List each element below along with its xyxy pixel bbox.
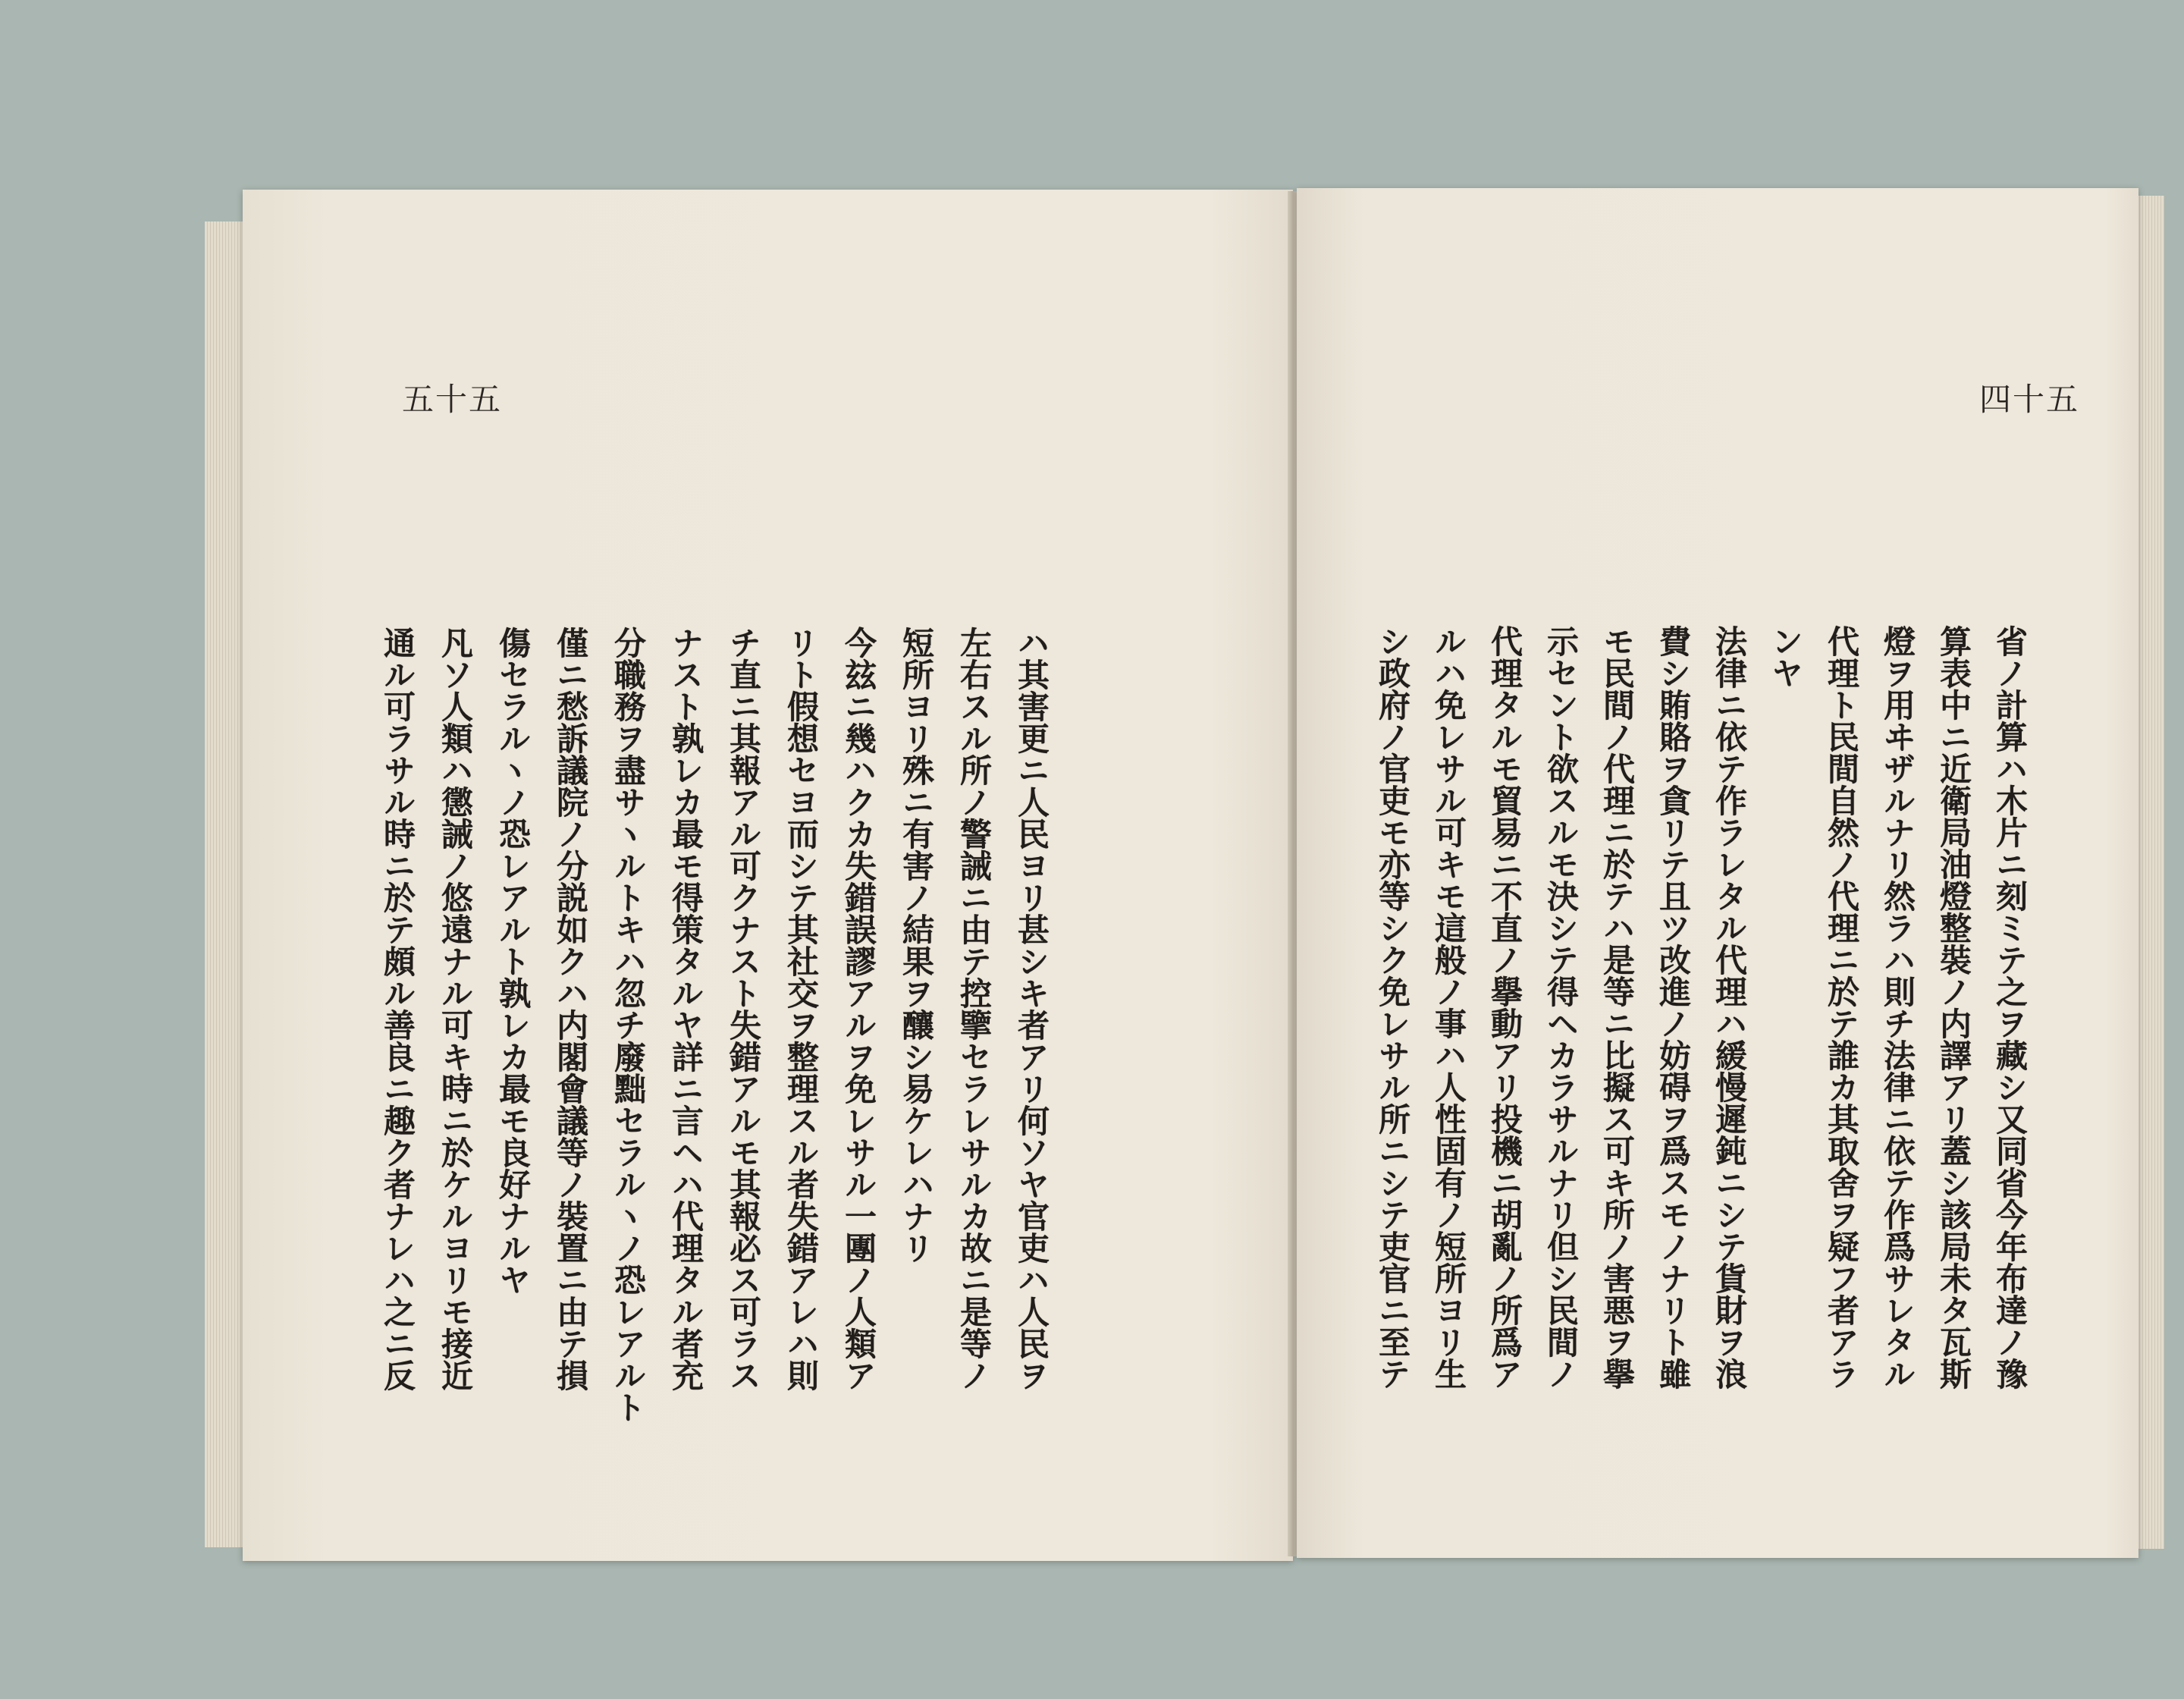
left-column-2: 左右スル所ノ警誡ニ由テ控擥セラレサルカ故ニ是等ノ: [956, 627, 993, 1391]
right-column-5: ンヤ: [1767, 625, 1804, 689]
right-column-11: ルハ免レサル可キモ這般ノ事ハ人性固有ノ短所ヨリ生: [1430, 625, 1467, 1390]
right-column-12: シ政府ノ官吏モ亦等シク免レサル所ニシテ吏官ニ至テ: [1374, 625, 1411, 1390]
left-column-5: リト假想セヨ而シテ其社交ヲ整理スル者失錯アレハ則: [783, 627, 820, 1391]
left-column-4: 今玆ニ幾ハクカ失錯誤謬アルヲ免レサル一團ノ人類ア: [840, 627, 877, 1391]
left-column-8: 分職務ヲ盡サヽルトキハ忽チ廢黜セラルヽノ恐レアルト: [610, 627, 647, 1423]
right-page-number: 四十五: [1979, 381, 2080, 418]
right-column-7: 費シ賄賂ヲ貪リテ且ツ改進ノ妨碍ヲ爲スモノナリト雖: [1655, 625, 1692, 1390]
right-column-1: 省ノ計算ハ木片ニ刻ミテ之ヲ藏シ又同省今年布達ノ豫: [1991, 625, 2029, 1390]
left-column-6: チ直ニ其報アル可クナスト失錯アルモ其報必ス可ラス: [725, 627, 762, 1391]
right-column-6: 法律ニ依テ作ラレタル代理ハ緩慢遲鈍ニシテ貨財ヲ浪: [1711, 625, 1748, 1390]
left-column-9: 僅ニ愁訴議院ノ分説如クハ内閣會議等ノ裝置ニ由テ損: [552, 627, 589, 1391]
left-column-3: 短所ヨリ殊ニ有害ノ結果ヲ釀シ易ケレハナリ: [898, 627, 935, 1264]
right-column-4: 代理ト民間自然ノ代理ニ於テ誰カ其取舍ヲ疑フ者アラ: [1823, 625, 1860, 1390]
right-column-10: 代理タルモ貿易ニ不直ノ擧動アリ投機ニ胡亂ノ所爲ア: [1486, 625, 1523, 1390]
left-column-7: ナスト孰レカ最モ得策タルヤ詳ニ言ヘハ代理タル者充: [667, 627, 704, 1391]
left-page-number: 五十五: [402, 381, 503, 418]
right-column-8: モ民間ノ代理ニ於テハ是等ニ比擬ス可キ所ノ害悪ヲ擧: [1599, 625, 1636, 1390]
right-column-2: 算表中ニ近衛局油燈整裝ノ内譯アリ蓋シ該局未タ瓦斯: [1935, 625, 1972, 1390]
left-column-12: 通ル可ラサル時ニ於テ頗ル善良ニ趣ク者ナレハ之ニ反: [379, 627, 416, 1391]
left-column-1: ハ其害更ニ人民ヨリ甚シキ者アリ何ソヤ官吏ハ人民ヲ: [1013, 627, 1050, 1391]
left-column-10: 傷セラルヽノ恐レアルト孰レカ最モ良好ナルヤ: [494, 627, 532, 1295]
right-page: [1297, 188, 2138, 1558]
open-book: [205, 179, 2080, 1559]
right-column-9: 示セント欲スルモ決シテ得ヘカラサルナリ但シ民間ノ: [1542, 625, 1580, 1390]
left-page: [243, 190, 1293, 1561]
left-column-11: 凡ソ人類ハ懲誡ノ悠遠ナル可キ時ニ於ケルヨリモ接近: [437, 627, 474, 1391]
right-column-3: 燈ヲ用ヰザルナリ然ラハ則チ法律ニ依テ作爲サレタル: [1879, 625, 1916, 1390]
